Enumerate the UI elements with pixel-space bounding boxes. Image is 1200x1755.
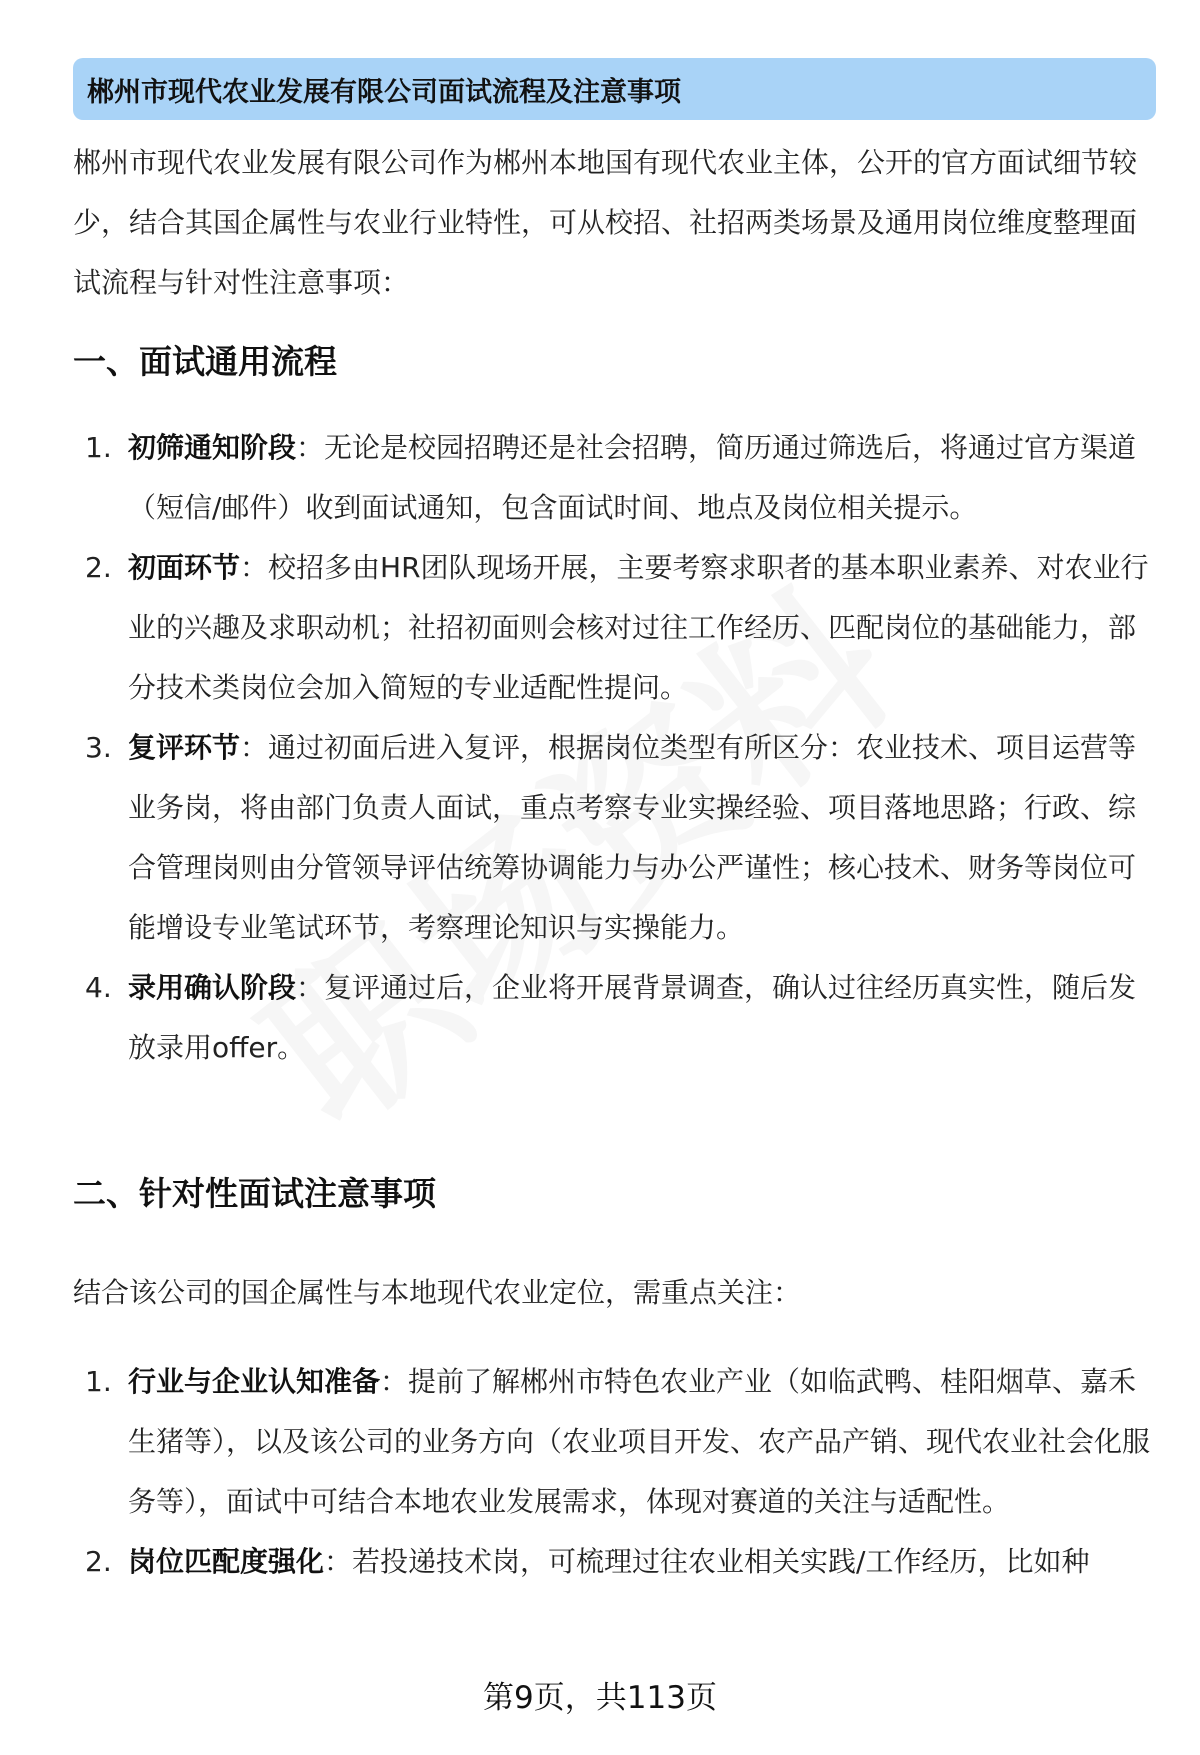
- process-list: [73, 418, 1163, 1078]
- item-text: ：提前了解郴州市特色农业产业（如临武鸭、桂阳烟草、嘉禾生猪等），以及该公司的业务方向（农业项目开发、农产品产销、现代农业社会化服务等），面试中可结合本地农业发展需求，体现对赛道的关注与适配性。: [128, 1365, 1151, 1518]
- list-number: 2.: [85, 551, 112, 584]
- item-text: ：校招多由HR团队现场开展，主要考察求职者的基本职业素养、对农业行业的兴趣及求职动机；社招初面则会核对过往工作经历、匹配岗位的基础能力，部分技术类岗位会加入简短的专业适配性提问。: [128, 551, 1149, 704]
- page-footer: 第9页，共113页: [483, 1680, 717, 1716]
- item-text: ：通过初面后进入复评，根据岗位类型有所区分：农业技术、项目运营等业务岗，将由部门负责人面试，重点考察专业实操经验、项目落地思路；行政、综合管理岗则由分管领导评估统筹协调能力与办公严谨性；核心技术、财务等岗位可能增设专业笔试环节，考察理论知识与实操能力。: [128, 731, 1137, 944]
- item-term: 录用确认阶段: [128, 971, 297, 1004]
- list-number: 1.: [85, 431, 112, 464]
- item-term: 行业与企业认知准备: [128, 1365, 381, 1398]
- list-item: [73, 1352, 1163, 1532]
- list-number: 1.: [85, 1365, 112, 1398]
- list-number: 2.: [85, 1545, 112, 1578]
- document-title: 郴州市现代农业发展有限公司面试流程及注意事项: [87, 76, 681, 108]
- section-heading-1: 一、面试通用流程: [73, 342, 337, 381]
- item-term: 初面环节: [128, 551, 241, 584]
- list-item: [73, 718, 1163, 958]
- title-banner: [73, 58, 1156, 120]
- intro-paragraph: 郴州市现代农业发展有限公司作为郴州本地国有现代农业主体，公开的官方面试细节较少，结合其国企属性与农业行业特性，可从校招、社招两类场景及通用岗位维度整理面试流程与针对性注意事项：: [73, 146, 1138, 299]
- section2-intro: 结合该公司的国企属性与本地现代农业定位，需重点关注：: [73, 1276, 802, 1309]
- list-number: 3.: [85, 731, 112, 764]
- item-text: ：无论是校园招聘还是社会招聘，简历通过筛选后，将通过官方渠道（短信/邮件）收到面试通知，包含面试时间、地点及岗位相关提示。: [128, 431, 1137, 524]
- list-item: [73, 958, 1163, 1078]
- item-term: 复评环节: [128, 731, 241, 764]
- section-heading-2: 二、针对性面试注意事项: [73, 1174, 436, 1213]
- list-item: [73, 538, 1163, 718]
- item-text: ：复评通过后，企业将开展背景调查，确认过往经历真实性，随后发放录用offer。: [128, 971, 1137, 1064]
- list-item: [73, 418, 1163, 538]
- list-item: [73, 1532, 1163, 1592]
- item-term: 初筛通知阶段: [128, 431, 297, 464]
- notes-list: [73, 1352, 1163, 1592]
- item-term: 岗位匹配度强化: [128, 1545, 325, 1578]
- list-number: 4.: [85, 971, 112, 1004]
- item-text: ：若投递技术岗，可梳理过往农业相关实践/工作经历，比如种: [324, 1545, 1090, 1578]
